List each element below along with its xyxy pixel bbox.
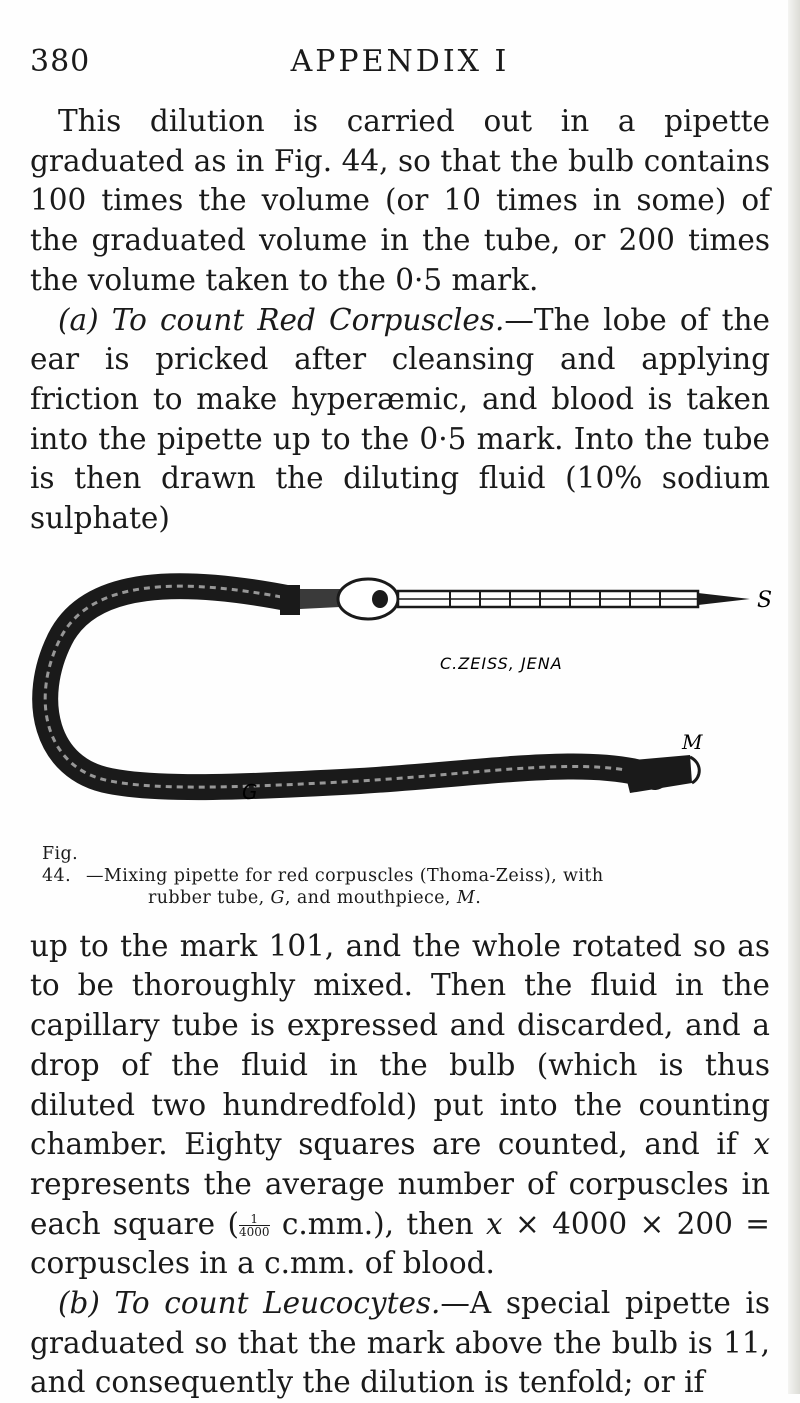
paragraph-red-corpuscles-text: —The lobe of the ear is pricked after cleansing and applying friction to make hyperæmic, and blood is taken into the pipette up to the 0·5 mark. Into the tube is then drawn the diluting fluid (10% sodium sulphate): [30, 302, 770, 536]
fraction-denominator: 4000: [238, 1225, 270, 1240]
caption-end: .: [475, 887, 482, 908]
counting-text-a: up to the mark 101, and the whole rotated so as to be thoroughly mixed. Then the fluid in the capillary tube is expressed and discarded, and a drop of the fluid in the bulb (which is thus diluted two hundredfold) put into the counting chamber. Eighty squares are counted, and if: [30, 928, 770, 1162]
fraction-numerator: 1: [239, 1213, 270, 1226]
variable-x: x: [753, 1127, 770, 1162]
variable-x-2: x: [486, 1206, 503, 1241]
caption-m: M: [456, 887, 476, 908]
paragraph-leucocytes-text: —A special pipette is graduated so that the mark above the bulb is 11, and consequently the dilution is tenfold; or if: [30, 1286, 770, 1400]
fraction: [239, 1213, 270, 1238]
caption-main: —Mixing pipette for red corpuscles (Thoma-Zeiss), with: [86, 865, 604, 886]
figure-pipette: [30, 559, 773, 849]
page-number: 380: [30, 44, 91, 79]
paragraph-counting: [30, 927, 770, 1284]
counting-text-d: × 4000 × 200 = corpuscles in a c.mm. of blood.: [30, 1206, 770, 1281]
mouthpiece: [622, 755, 692, 793]
counting-text-b: represents the average number of corpuscles in each square (: [30, 1166, 770, 1241]
heading-leucocytes: (b) To count Leucocytes.: [58, 1286, 441, 1321]
book-page: [30, 44, 773, 1403]
counting-text-c: c.mm.), then: [281, 1206, 474, 1241]
label-e: E: [354, 590, 368, 612]
paragraph-leucocytes: [30, 1284, 770, 1403]
mixing-bead: [372, 590, 388, 608]
figure-caption: [42, 843, 770, 909]
heading-red-corpuscles: (a) To count Red Corpuscles.: [58, 302, 505, 337]
paragraph-dilution: This dilution is carried out in a pipette graduated as in Fig. 44, so that the bulb contains 100 times the volume (or 10 times in some) of the graduated volume in the tube, or 200 times the volume taken to the 0·5 mark.: [30, 104, 770, 297]
pipette-stem-left: [300, 589, 340, 609]
pipette-illustration: [30, 559, 773, 849]
capillary-point: [698, 593, 750, 605]
pipette-bulb: [338, 579, 398, 619]
caption-label: Fig. 44.: [42, 843, 79, 886]
running-head: APPENDIX I: [290, 44, 510, 79]
caption-mid: , and mouthpiece,: [284, 887, 451, 908]
caption-cont: rubber tube,: [148, 887, 265, 908]
maker-mark: C.ZEISS, JENA: [440, 653, 563, 673]
page-header: [30, 44, 770, 102]
label-g: G: [242, 779, 258, 804]
label-m: M: [682, 729, 703, 754]
caption-g: G: [270, 887, 285, 908]
tube-connector: [280, 585, 300, 615]
label-s: S: [757, 587, 773, 613]
paragraph-red-corpuscles: [30, 301, 770, 539]
page-edge: [788, 0, 800, 1394]
